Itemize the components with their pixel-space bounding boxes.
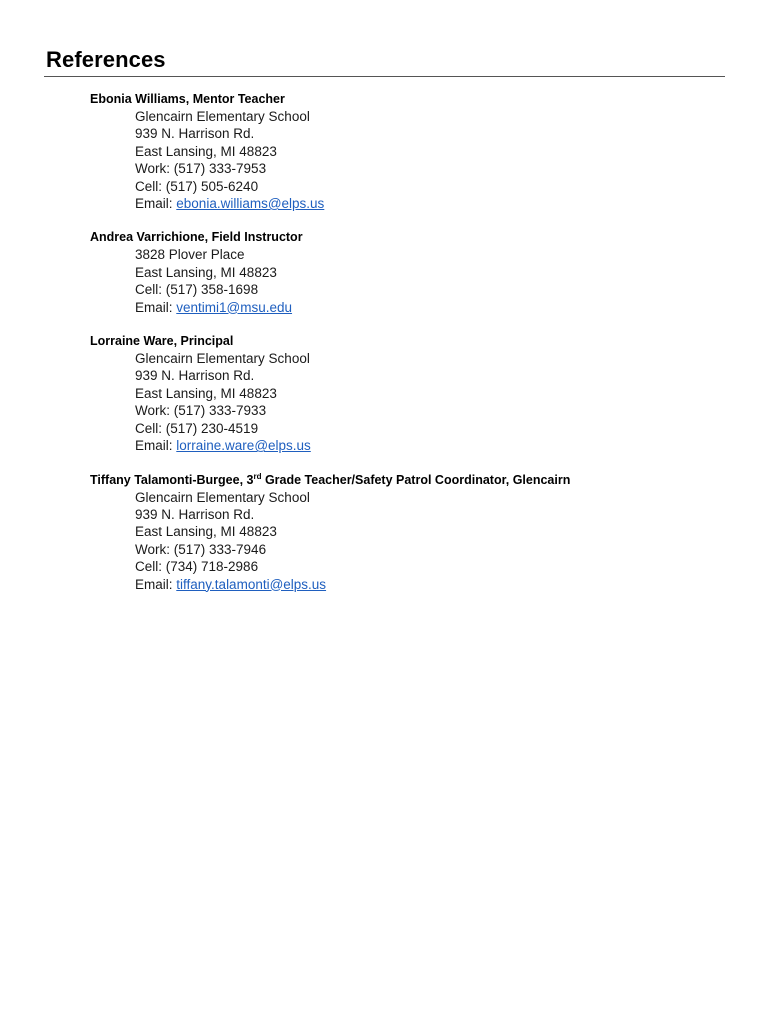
- reference-email-line: [135, 576, 740, 593]
- reference-cell-phone: Cell: (734) 718-2986: [135, 559, 259, 575]
- email-label: Email:: [135, 438, 173, 454]
- reference-work-phone: Work: (517) 333-7933: [135, 403, 267, 419]
- reference-entry: [90, 229, 740, 316]
- reference-school: Glencairn Elementary School: [135, 109, 310, 124]
- reference-role: Field Instructor: [211, 230, 303, 245]
- reference-role-superscript: rd: [253, 471, 262, 481]
- reference-street: 939 N. Harrison Rd.: [135, 368, 255, 384]
- reference-name: Lorraine Ware: [90, 334, 174, 349]
- email-link[interactable]: tiffany.talamonti@elps.us: [176, 576, 327, 592]
- title-divider: [44, 76, 725, 77]
- email-link[interactable]: lorraine.ware@elps.us: [176, 438, 311, 454]
- reference-cell-phone: Cell: (517) 358-1698: [135, 282, 259, 298]
- reference-name: Tiffany Talamonti-Burgee: [90, 472, 240, 487]
- reference-role-suffix: Grade Teacher/Safety Patrol Coordinator, Glencairn: [261, 472, 571, 487]
- reference-school: Glencairn Elementary School: [135, 351, 310, 367]
- reference-city: East Lansing, MI 48823: [135, 264, 277, 280]
- reference-entry: [90, 472, 740, 593]
- reference-entry: [90, 91, 740, 212]
- reference-street: 939 N. Harrison Rd.: [135, 126, 255, 142]
- email-label: Email:: [135, 299, 173, 315]
- reference-role-prefix: 3: [246, 472, 254, 487]
- reference-city: East Lansing, MI 48823: [135, 524, 277, 540]
- reference-email-line: [135, 299, 740, 316]
- reference-city: East Lansing, MI 48823: [135, 143, 277, 159]
- email-label: Email:: [135, 576, 173, 592]
- reference-heading: Ebonia Williams, Mentor Teacher: [90, 92, 285, 106]
- reference-work-phone: Work: (517) 333-7946: [135, 541, 267, 557]
- references-list: [90, 91, 740, 610]
- email-label: Email:: [135, 196, 173, 212]
- reference-heading: Tiffany Talamonti-Burgee, 3rd Grade Teacher/Safety Patrol Coordinator, Glencairn: [90, 471, 571, 487]
- reference-email-line: [135, 195, 740, 212]
- reference-cell-phone: Cell: (517) 230-4519: [135, 420, 259, 436]
- page-title: References: [46, 47, 166, 72]
- reference-street: 3828 Plover Place: [135, 247, 245, 263]
- reference-city: East Lansing, MI 48823: [135, 385, 277, 401]
- email-link[interactable]: ebonia.williams@elps.us: [176, 196, 325, 212]
- reference-street: 939 N. Harrison Rd.: [135, 506, 255, 522]
- reference-school: Glencairn Elementary School: [135, 489, 310, 505]
- reference-role: Principal: [180, 334, 234, 349]
- reference-heading: Lorraine Ware, Principal: [90, 334, 234, 349]
- reference-email-line: [135, 437, 740, 454]
- email-link[interactable]: ventimi1@msu.edu: [176, 299, 293, 315]
- reference-work-phone: Work: (517) 333-7953: [135, 161, 267, 177]
- reference-role: Mentor Teacher: [192, 92, 285, 106]
- reference-entry: [90, 333, 740, 454]
- reference-heading: Andrea Varrichione, Field Instructor: [90, 230, 303, 245]
- reference-cell-phone: Cell: (517) 505-6240: [135, 178, 259, 194]
- reference-name: Ebonia Williams: [90, 92, 186, 106]
- reference-name: Andrea Varrichione: [90, 230, 205, 245]
